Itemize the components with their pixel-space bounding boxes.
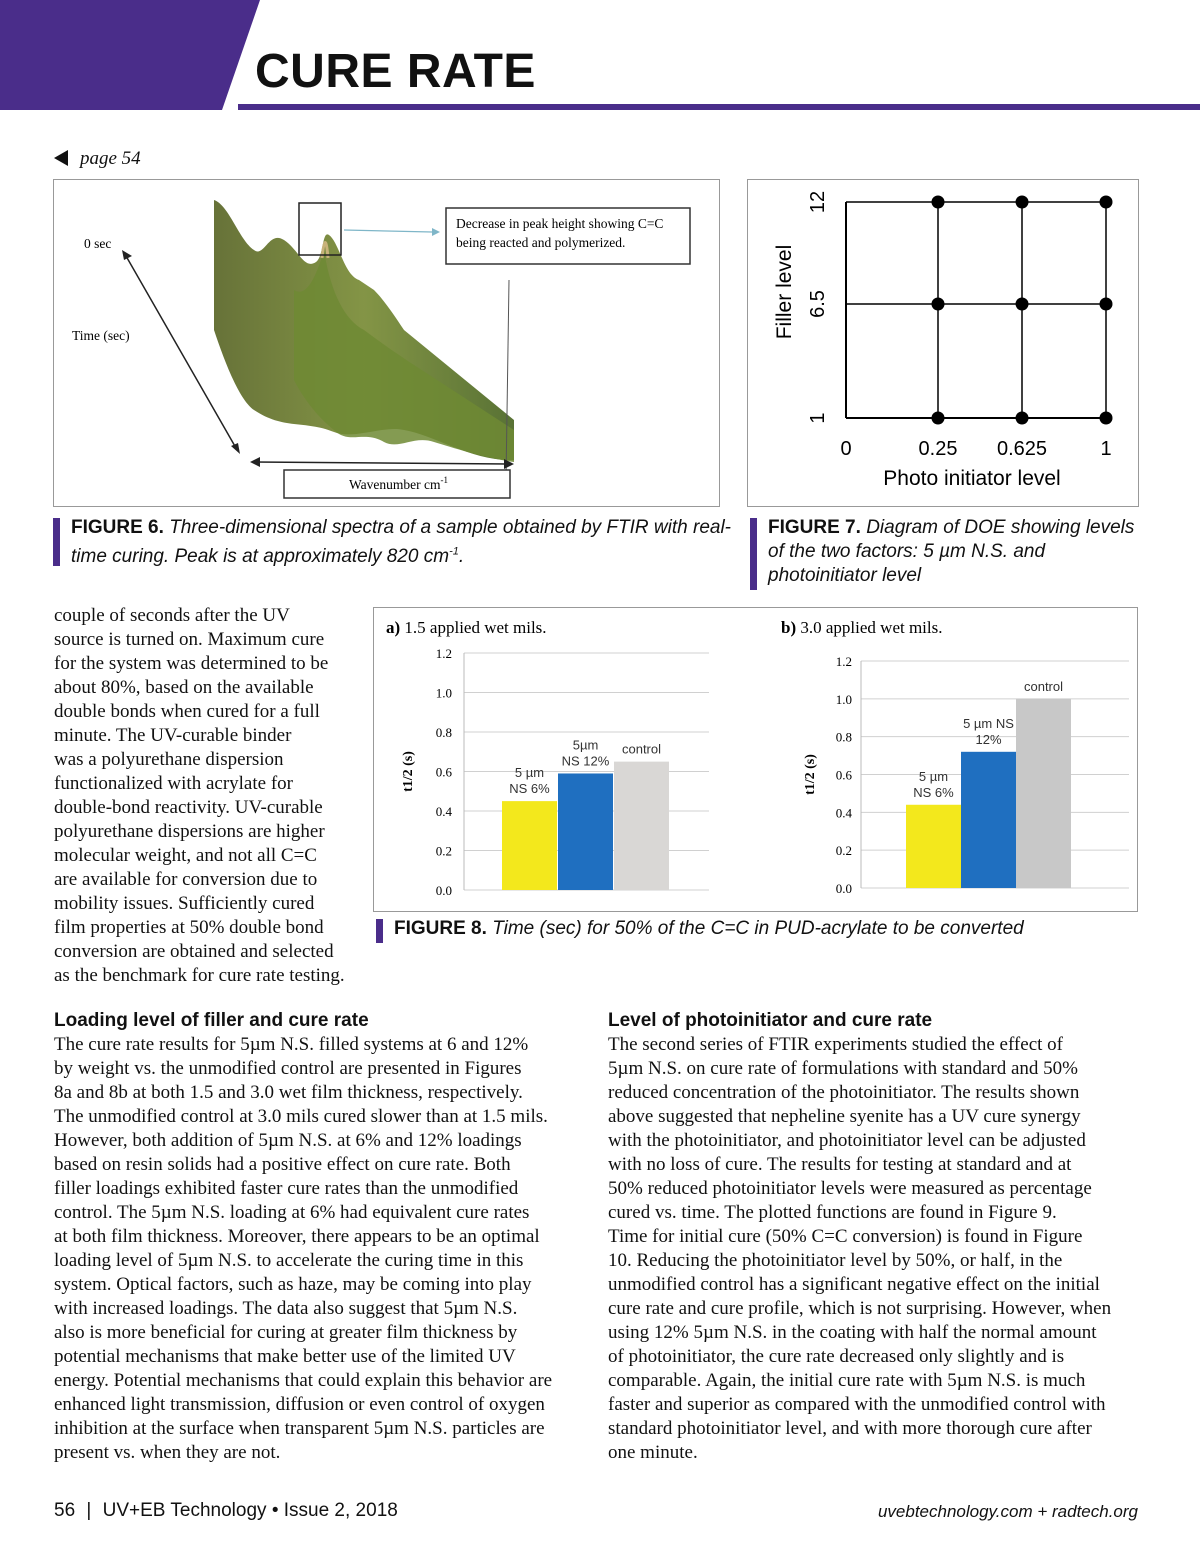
text-line: are available for conversion due to — [54, 869, 318, 890]
y-tick-label: 0.4 — [835, 805, 852, 821]
page-reference-label: page 54 — [80, 148, 141, 169]
text-line: with the photoinitiator, and photoinitiator level can be adjusted — [608, 1130, 1086, 1151]
bar — [961, 752, 1016, 888]
figure-6-caption-label: FIGURE 6. — [71, 517, 164, 538]
text-line: comparable. Again, the initial cure rate with 5µm N.S. is much — [608, 1370, 1086, 1391]
x-tick-label: 0.625 — [996, 438, 1048, 460]
design-point — [1016, 412, 1029, 425]
text-line: about 80%, based on the available — [54, 677, 314, 698]
y-tick-label: 12 — [807, 190, 829, 214]
text-line: couple of seconds after the UV — [54, 605, 290, 626]
text-line: cured vs. time. The plotted functions are found in Figure 9. — [608, 1202, 1057, 1223]
y-tick-label: 1.0 — [435, 685, 452, 701]
panel-label: a) — [386, 618, 401, 637]
page-reference[interactable] — [54, 148, 141, 170]
text-line: for the system was determined to be — [54, 653, 329, 674]
y-tick-label: 6.5 — [807, 290, 829, 318]
text-line: minute. The UV-curable binder — [54, 725, 292, 746]
y-tick-label: 0.2 — [835, 843, 852, 859]
text-line: based on resin solids had a positive effect on cure rate. Both — [54, 1154, 511, 1175]
bar-chart-panel — [386, 618, 709, 898]
section-body-photoinitiator — [608, 1033, 1143, 1465]
text-line: enhanced light transmission, diffusion or even control of oxygen — [54, 1394, 545, 1415]
text-line: using 12% 5µm N.S. in the coating with half the normal amount — [608, 1322, 1097, 1343]
y-tick-label: 1.2 — [435, 646, 452, 661]
cure-time-bar-charts — [374, 608, 1137, 911]
footer-publication — [54, 1500, 398, 1522]
text-line: double bonds when cured for a full — [54, 701, 320, 722]
text-line: one minute. — [608, 1442, 698, 1463]
figure-8-caption-label: FIGURE 8. — [394, 918, 487, 939]
bar-label: 5µm — [572, 737, 599, 753]
bar — [502, 801, 557, 890]
back-arrow-icon — [54, 150, 68, 166]
figure-6 — [53, 179, 720, 507]
figure-7-caption — [750, 516, 1148, 588]
time-axis-label: Time (sec) — [72, 328, 130, 343]
footer-separator: | — [86, 1500, 92, 1521]
y-tick-label: 0.8 — [435, 725, 452, 740]
text-line: with increased loadings. The data also suggest that 5µm N.S. — [54, 1298, 518, 1319]
x-tick-label: 0.25 — [918, 438, 958, 460]
y-tick-label: 1 — [807, 412, 829, 424]
y-axis-label: Filler level — [773, 244, 796, 340]
text-line: was a polyurethane dispersion — [54, 749, 284, 770]
text-line: filler loadings exhibited faster cure rates than the unmodified — [54, 1178, 519, 1199]
design-point — [932, 412, 945, 425]
bar-label: 5 µm NS — [963, 715, 1014, 731]
text-line: potential mechanisms that make better use of the limited UV — [54, 1346, 516, 1367]
figure-8-caption — [376, 917, 1154, 941]
text-line: double-bond reactivity. UV-curable — [54, 797, 323, 818]
text-line: functionalized with acrylate for — [54, 773, 293, 794]
design-point — [1100, 196, 1113, 209]
title-rule — [238, 104, 1200, 110]
publication-info: UV+EB Technology • Issue 2, 2018 — [102, 1500, 398, 1521]
bar — [1016, 699, 1071, 888]
text-line: with no loss of cure. The results for testing at standard and at — [608, 1154, 1072, 1175]
x-tick-label: 1 — [1100, 438, 1112, 460]
design-point — [1016, 298, 1029, 311]
y-tick-label: 1.0 — [835, 691, 852, 707]
text-line: of photoinitiator, the cure rate decreased only slightly and is — [608, 1346, 1065, 1367]
y-tick-label: 0.2 — [435, 843, 452, 859]
text-line: inhibition at the surface when transparent 5µm N.S. particles are — [54, 1418, 545, 1439]
section-heading-photoinitiator: Level of photoinitiator and cure rate — [608, 1010, 933, 1031]
text-line: above suggested that nepheline syenite has a UV cure synergy — [608, 1106, 1081, 1127]
bar — [558, 773, 613, 890]
chart-title — [781, 618, 943, 637]
page-title: CURE RATE — [255, 45, 536, 98]
text-line: present vs. when they are not. — [54, 1442, 281, 1463]
text-line: by weight vs. the unmodified control are presented in Figures — [54, 1058, 522, 1079]
y-tick-label: 0.0 — [435, 883, 452, 898]
text-line: Time for initial cure (50% C=C conversion) is found in Figure — [608, 1226, 1083, 1247]
design-point — [932, 298, 945, 311]
text-line: mobility issues. Sufficiently cured — [54, 893, 315, 914]
text-line: standard photoinitiator level, and with more thorough cure after — [608, 1418, 1092, 1439]
y-tick-label: 0.6 — [435, 764, 452, 780]
text-line: cure rate and cure profile, which is not surprising. However, when — [608, 1298, 1112, 1319]
text-line: The second series of FTIR experiments studied the effect of — [608, 1034, 1063, 1055]
callout-line-1: Decrease in peak height showing C=C — [456, 216, 664, 231]
text-line: 10. Reducing the photoinitiator level by 50%, or half, in the — [608, 1250, 1063, 1271]
bar — [614, 762, 669, 890]
text-line: system. Optical factors, such as haze, may be coming into play — [54, 1274, 532, 1295]
panel-title: 1.5 applied wet mils. — [400, 618, 547, 637]
y-axis-label: t1/2 (s) — [803, 754, 818, 795]
design-point — [1100, 298, 1113, 311]
text-line: reduced concentration of the photoinitiator. The results shown — [608, 1082, 1080, 1103]
callout-line-2: being reacted and polymerized. — [456, 235, 626, 250]
figure-7-caption-text: Diagram of DOE showing levels of the two factors: 5 µm N.S. and photoinitiator level — [768, 517, 1135, 586]
x-axis-label: Photo initiator level — [883, 467, 1061, 490]
y-axis-label: t1/2 (s) — [401, 751, 416, 792]
bar-label: control — [621, 741, 662, 757]
text-line: faster and superior as compared with the unmodified control with — [608, 1394, 1106, 1415]
text-line: energy. Potential mechanisms that could explain this behavior are — [54, 1370, 553, 1391]
text-line: 8a and 8b at both 1.5 and 3.0 wet film thickness, respectively. — [54, 1082, 523, 1103]
text-line: However, both addition of 5µm N.S. at 6% and 12% loadings — [54, 1130, 522, 1151]
page-number: 56 — [54, 1500, 76, 1521]
bar-label: 12% — [975, 731, 1002, 747]
y-tick-label: 0.0 — [835, 881, 852, 896]
y-tick-label: 0.6 — [835, 767, 852, 783]
text-line: 50% reduced photoinitiator levels were measured as percentage — [608, 1178, 1092, 1199]
text-line: The unmodified control at 3.0 mils cured slower than at 1.5 mils. — [54, 1106, 548, 1127]
text-line: loading level of 5µm N.S. to accelerate the curing time in this — [54, 1250, 524, 1271]
wavenumber-label: Wavenumber $cm^{-1}$ — [349, 475, 449, 492]
header-banner — [0, 0, 260, 110]
figure-8 — [373, 607, 1138, 912]
y-tick-label: 0.4 — [435, 804, 452, 819]
text-line: at both film thickness. Moreover, there appears to be an optimal — [54, 1226, 540, 1247]
bar-label: NS 6% — [509, 781, 550, 797]
figure-7 — [747, 179, 1139, 507]
panel-title: 3.0 applied wet mils. — [796, 618, 943, 637]
text-line: conversion are obtained and selected — [54, 941, 334, 962]
bar-label: NS 6% — [913, 784, 954, 800]
text-line: source is turned on. Maximum cure — [54, 629, 325, 650]
bar-label: NS 12% — [561, 753, 610, 769]
section-heading-filler: Loading level of filler and cure rate — [54, 1010, 369, 1031]
text-line: The cure rate results for 5µm N.S. filled systems at 6 and 12% — [54, 1034, 529, 1055]
bar-label: 5 µm — [918, 768, 949, 784]
figure-6-caption-text: Three-dimensional spectra of a sample obtained by FTIR with real-time curing. Peak is at approximately 820 $cm^{-1}$. — [71, 517, 731, 568]
zero-sec-label: 0 sec — [84, 236, 112, 251]
figure-7-caption-label: FIGURE 7. — [768, 517, 861, 538]
text-line: film properties at 50% double bond — [54, 917, 324, 938]
text-line: unmodified control has a significant negative effect on the initial — [608, 1274, 1100, 1295]
doe-diagram — [748, 180, 1138, 506]
chart-title — [386, 618, 547, 637]
design-point — [932, 196, 945, 209]
text-line: control. The 5µm N.S. loading at 6% had equivalent cure rates — [54, 1202, 530, 1223]
bar — [906, 805, 961, 888]
intro-paragraph — [54, 604, 374, 988]
design-point — [1016, 196, 1029, 209]
section-body-filler — [54, 1033, 584, 1465]
panel-label: b) — [781, 618, 797, 637]
text-line: molecular weight, and not all C=C — [54, 845, 317, 866]
y-tick-label: 1.2 — [835, 654, 852, 669]
footer-websites[interactable]: uvebtechnology.com + radtech.org — [877, 1502, 1138, 1521]
text-line: polyurethane dispersions are higher — [54, 821, 325, 842]
figure-8-caption-text: Time (sec) for 50% of the C=C in PUD-acrylate to be converted — [492, 918, 1024, 939]
figure-6-caption — [53, 516, 731, 569]
text-line: also is more beneficial for curing at greater film thickness by — [54, 1322, 518, 1343]
ftir-3d-spectra — [54, 180, 719, 506]
design-point — [1100, 412, 1113, 425]
y-tick-label: 0.8 — [835, 729, 852, 745]
x-tick-label: 0 — [840, 438, 852, 460]
bar-label: 5 µm — [514, 765, 545, 781]
text-line: as the benchmark for cure rate testing. — [54, 965, 345, 986]
bar-label: control — [1023, 678, 1064, 694]
text-line: 5µm N.S. on cure rate of formulations with standard and 50% — [608, 1058, 1079, 1079]
bar-chart-panel — [781, 618, 1129, 896]
